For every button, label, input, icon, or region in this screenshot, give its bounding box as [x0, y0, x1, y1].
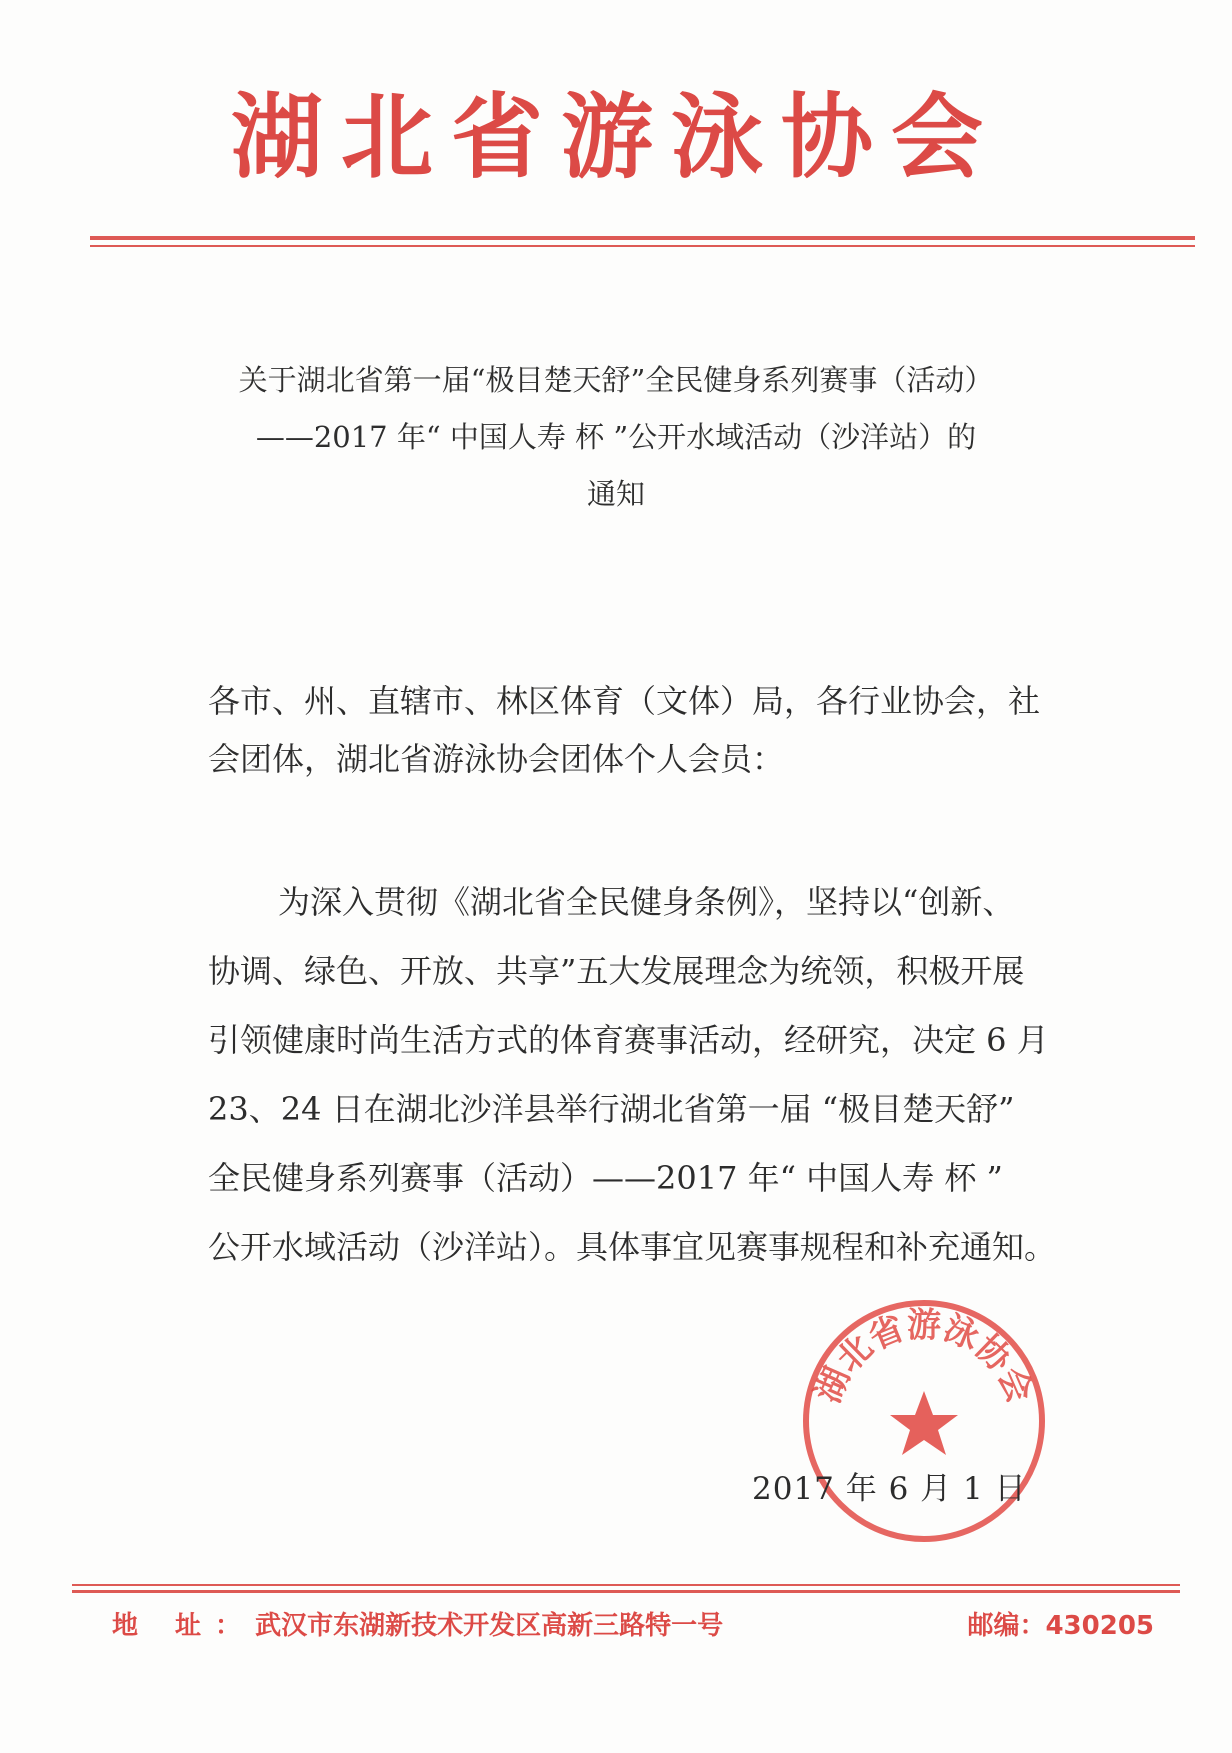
official-seal: [796, 1293, 1052, 1549]
letterhead-title: 湖北省游泳协会: [230, 84, 1001, 191]
footer-address-value: 武汉市东湖新技术开发区高新三路特一号: [255, 1611, 724, 1641]
footer-postal-label: 邮编：: [967, 1611, 1046, 1641]
footer-address: [112, 1605, 723, 1642]
signature-date: 2017 年 6 月 1 日: [752, 1471, 1027, 1507]
body-line: 为深入贯彻《湖北省全民健身条例》，坚持以“创新、: [278, 883, 1015, 921]
footer-postal-code: 430205: [1045, 1611, 1154, 1641]
body-line: 引领健康时尚生活方式的体育赛事活动，经研究，决定 6 月: [208, 1021, 1049, 1059]
body-line: 公开水域活动（沙洋站）。具体事宜见赛事规程和补充通知。: [208, 1228, 1057, 1266]
notice-title: [0, 352, 1232, 523]
letterhead-rule-thin: [90, 245, 1195, 247]
notice-title-line-3: 通知: [586, 477, 645, 511]
footer-address-label: 地 址：: [112, 1611, 256, 1641]
footer-rule-thick: [72, 1590, 1180, 1593]
body-line: 全民健身系列赛事（活动）——2017 年“ 中国人寿 杯 ”: [208, 1159, 1003, 1197]
footer-rule-thin: [72, 1584, 1180, 1586]
salutation-line-1: 各市、州、直辖市、林区体育（文体）局，各行业协会，社: [208, 682, 1041, 720]
salutation: [208, 672, 1078, 788]
salutation-line-2: 会团体，湖北省游泳协会团体个人会员：: [208, 740, 785, 778]
body-line: 23、24 日在湖北沙洋县举行湖北省第一届 “极目楚天舒”: [208, 1090, 1015, 1128]
notice-title-line-1: 关于湖北省第一届“极目楚天舒”全民健身系列赛事（活动）: [238, 363, 994, 397]
star-icon: [890, 1391, 958, 1455]
body-paragraph: [208, 868, 1088, 1282]
notice-title-line-2: ——2017 年“ 中国人寿 杯 ”公开水域活动（沙洋站）的: [255, 420, 977, 454]
letterhead-rule-thick: [90, 236, 1195, 240]
body-line: 协调、绿色、开放、共享”五大发展理念为统领，积极开展: [208, 952, 1025, 990]
footer-postal: [967, 1605, 1154, 1642]
seal-text: 湖北省游泳协会: [808, 1305, 1040, 1409]
